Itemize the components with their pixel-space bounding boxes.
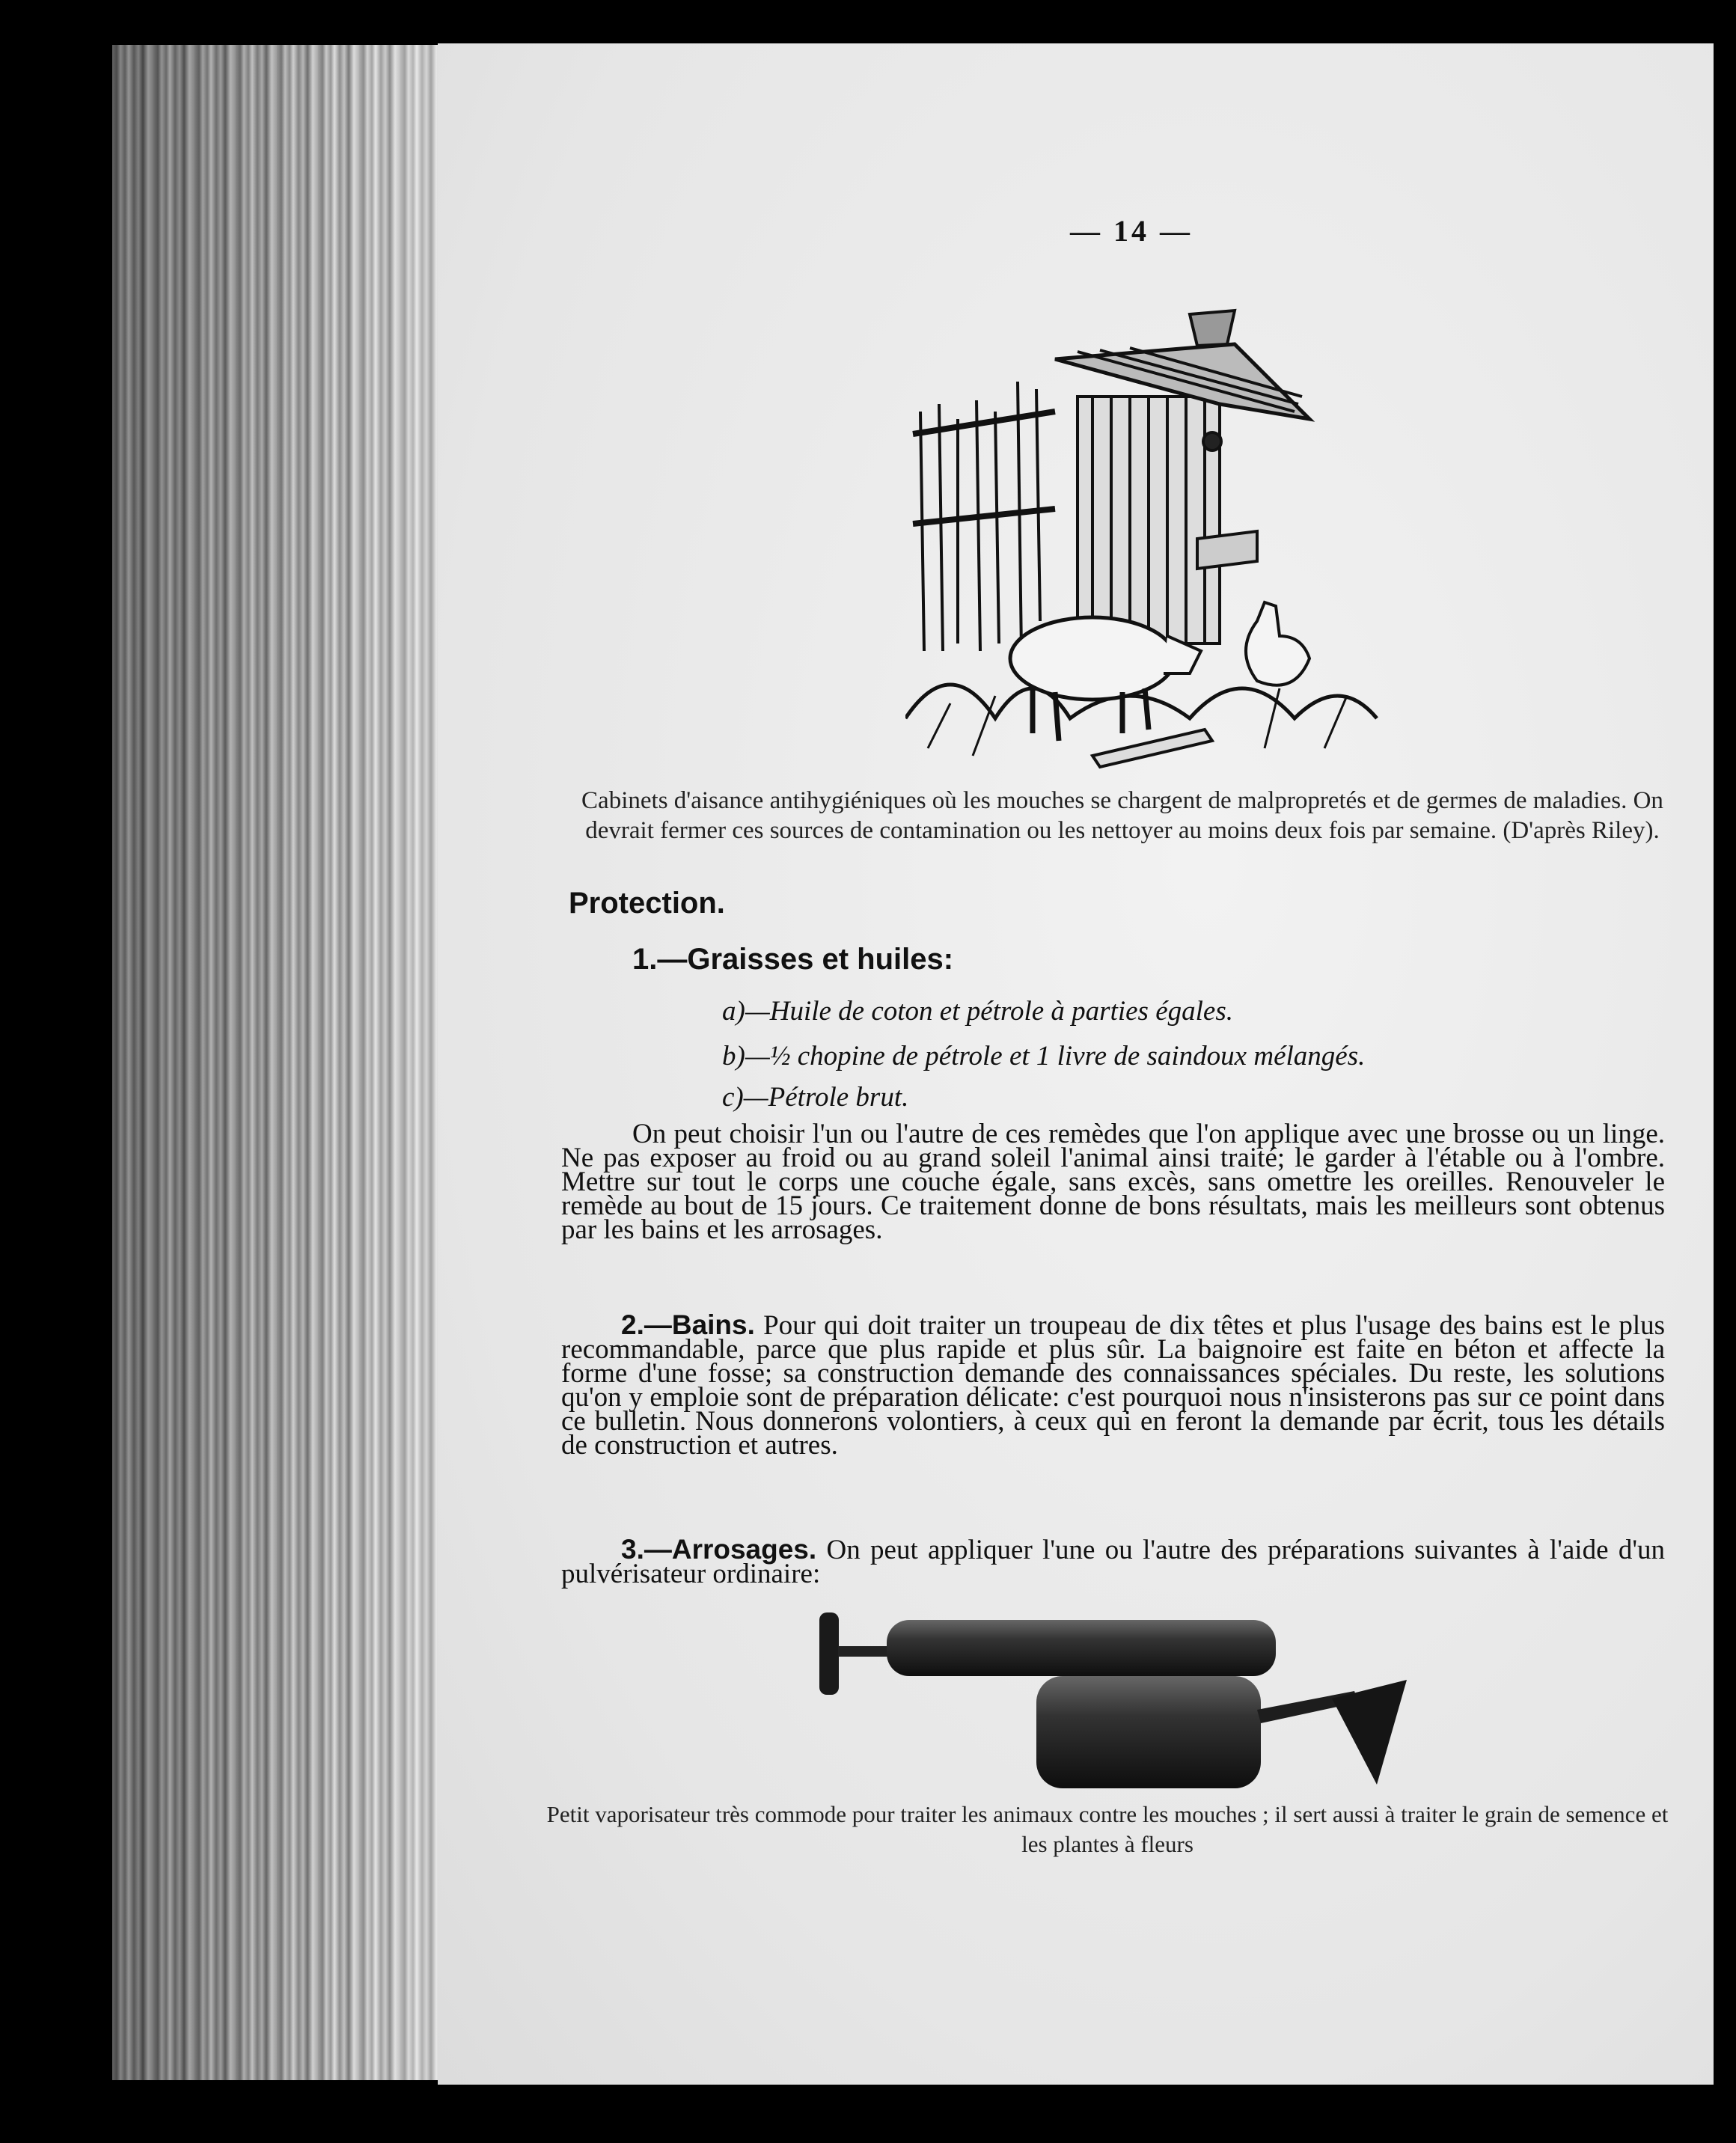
- paragraph-arrosages: [561, 1534, 1665, 1589]
- recipe-item: b)—½ chopine de pétrole et 1 livre de saindoux mélangés.: [722, 1041, 1366, 1072]
- outhouse-illustration: [905, 299, 1384, 778]
- paragraph-remedies: On peut choisir l'un ou l'autre de ces remèdes que l'on applique avec une brosse ou un linge. Ne pas exposer au froid ou au grand soleil l'animal ainsi traité; le garder à l'étable ou à l'ombre. Mettre sur tout le corps une couche égale, sans excès, sans omettre les oreilles. Renouveler le remède au bout de 15 jours. Ce traitement donne de bons résultats, mais les meilleurs sont obtenus par les bains et les arrosages.: [561, 1119, 1665, 1245]
- paragraph-text: Pour qui doit traiter un troupeau de dix têtes et plus l'usage des bains est le plus recommandable, parce que plus rapide et plus sûr. La baignoire est faite en béton et affecte la forme d'une fosse; sa construction demande des connaissances spéciales. Du reste, les solutions qu'on y emploie sont de préparation délicate: c'est pourquoi nous n'insisterons pas sur ce point dans ce bulletin. Nous donnerons volontiers, à ceux qui en feront la demande par écrit, tous les détails de construction et autres.: [561, 1310, 1665, 1461]
- figure-1-caption: Cabinets d'aisance antihygiéniques où les mouches se chargent de malpropretés et de germes de maladies. On devrait fermer ces sources de contamination ou les nettoyer au moins deux fois par semaine. (D'après Riley).: [581, 787, 1663, 844]
- book-page-edges: [112, 45, 441, 2080]
- paragraph-lead: 2.—Bains.: [621, 1309, 755, 1340]
- section-title: Protection.: [569, 887, 725, 920]
- paragraph-lead: 3.—Arrosages.: [621, 1534, 817, 1565]
- recipe-item: a)—Huile de coton et pétrole à parties égales.: [722, 996, 1233, 1027]
- page-number: — 14 —: [1070, 214, 1193, 248]
- sprayer-illustration: [808, 1605, 1422, 1792]
- paragraph-bains: [561, 1309, 1665, 1461]
- subsection-title: 1.—Graisses et huiles:: [632, 943, 954, 976]
- recipe-item: c)—Pétrole brut.: [722, 1082, 909, 1113]
- figure-2-caption: Petit vaporisateur très commode pour traiter les animaux contre les mouches ; il sert aussi à traiter le grain de semence et les plantes à fleurs: [546, 1801, 1669, 1857]
- paragraph-text: On peut appliquer l'une ou l'autre des préparations suivantes à l'aide d'un pulvérisateur ordinaire:: [561, 1535, 1665, 1589]
